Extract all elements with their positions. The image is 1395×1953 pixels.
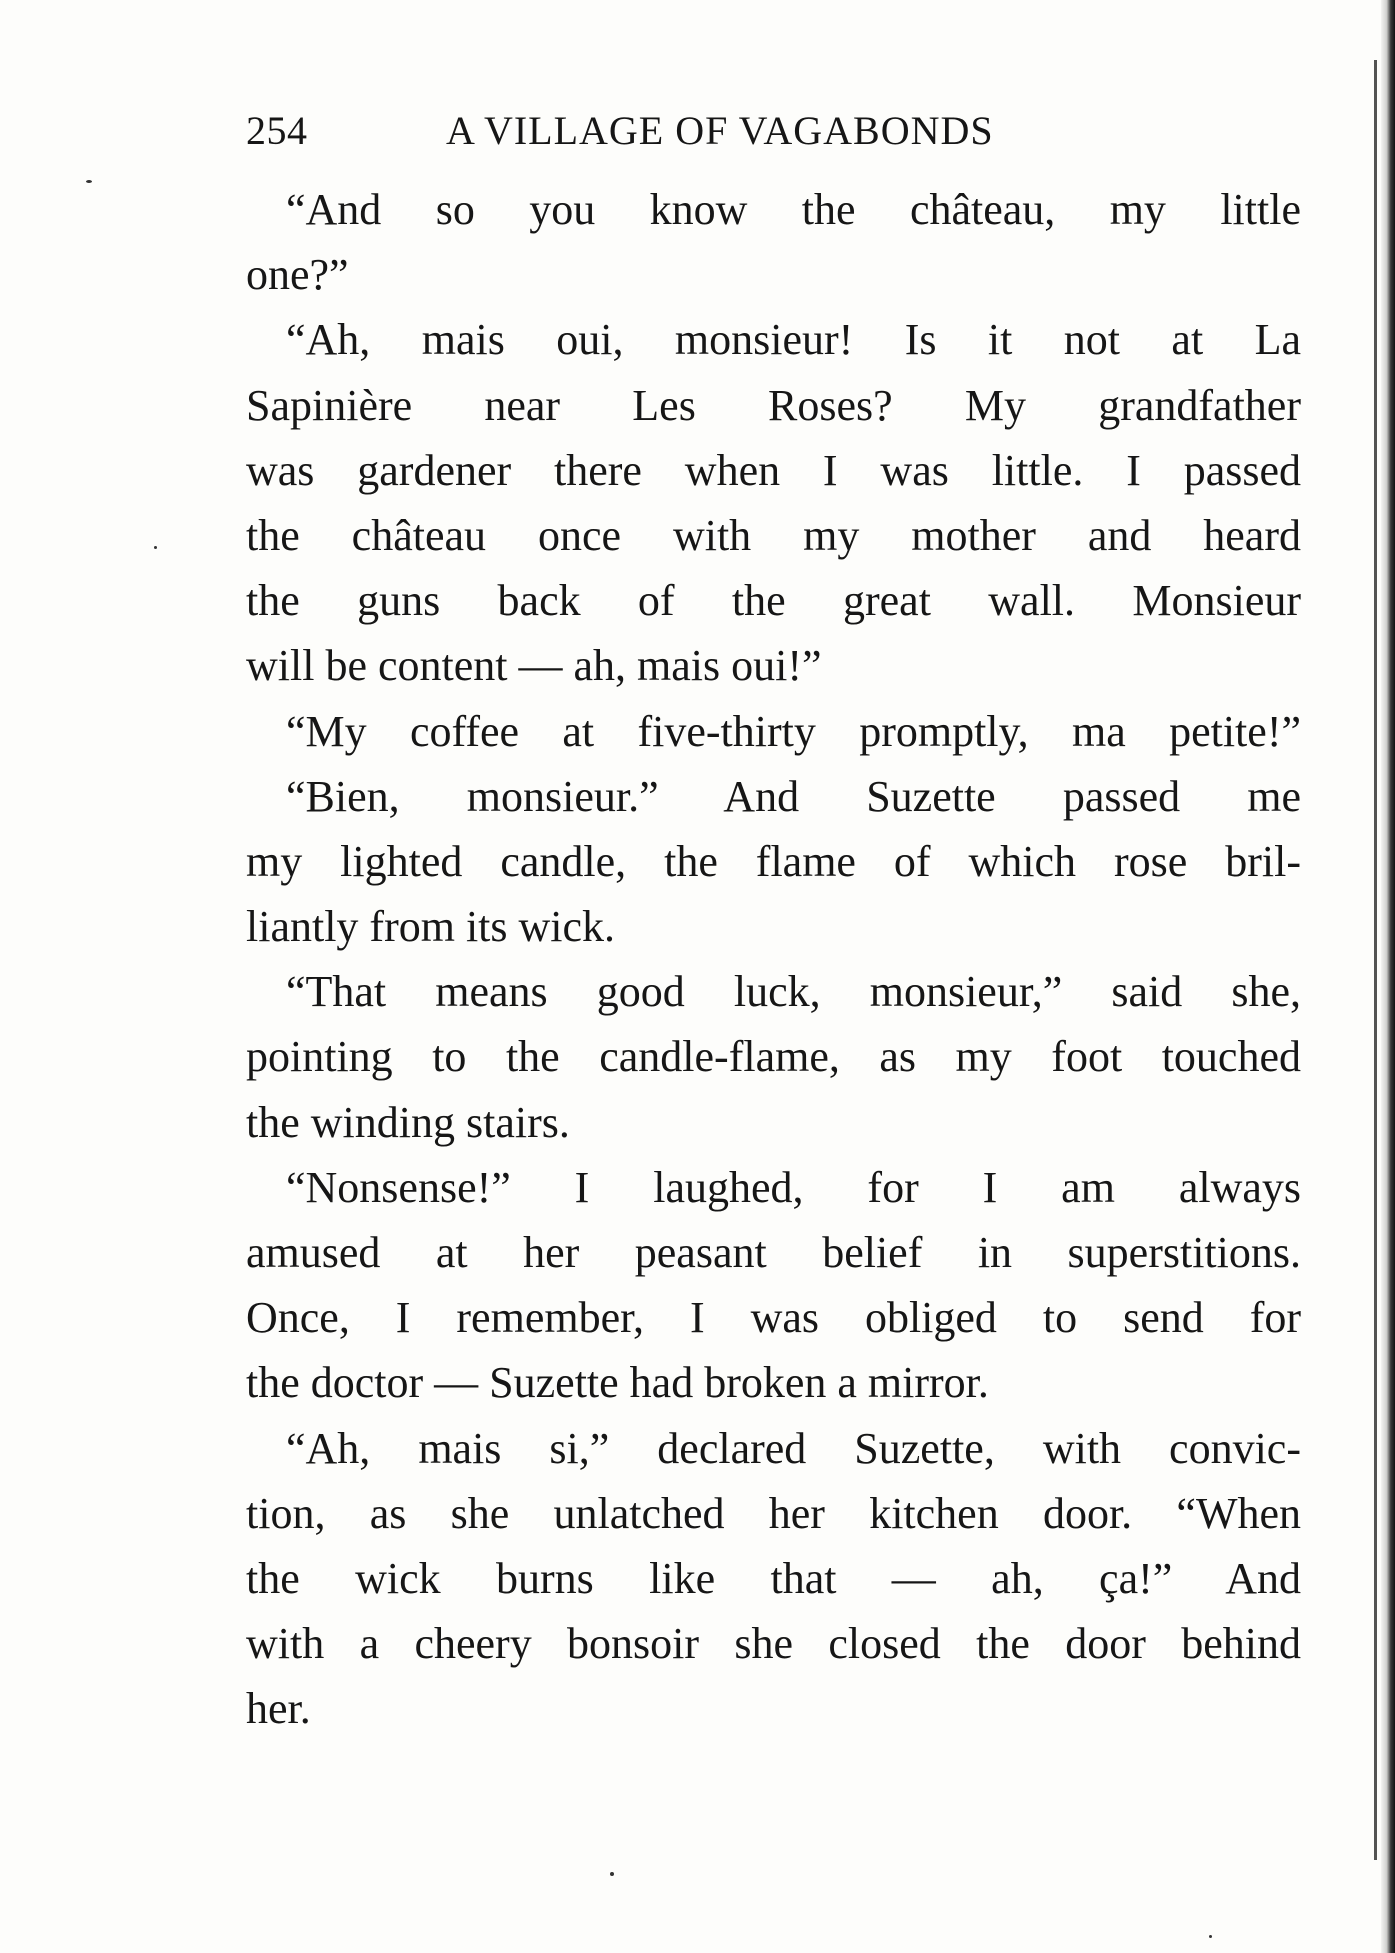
text-line: amused at her peasant belief in superstitions. (246, 1228, 1301, 1277)
text-line: “That means good luck, monsieur,” said she, (286, 967, 1301, 1017)
running-title: A VILLAGE OF VAGABONDS (446, 108, 994, 153)
text-line: Once, I remember, I was obliged to send for (246, 1293, 1301, 1343)
text-line: the doctor — Suzette had broken a mirror. (246, 1358, 989, 1408)
text-line: “Bien, monsieur.” And Suzette passed me (286, 771, 1301, 821)
paper-speck (610, 1872, 614, 1876)
text-line: the château once with my mother and heard (246, 510, 1301, 560)
text-line: with a cheery bonsoir she closed the door behind (246, 1619, 1301, 1669)
text-line: “My coffee at five-thirty promptly, ma petite!” (286, 706, 1301, 756)
text-line: the guns back of the great wall. Monsieur (246, 576, 1301, 626)
text-line: tion, as she unlatched her kitchen door. “When (246, 1488, 1301, 1538)
paper-speck (86, 180, 92, 183)
body-text (246, 177, 1301, 1742)
text-line: “And so you know the château, my little (286, 185, 1301, 234)
text-line: “Ah, mais oui, monsieur! Is it not at La (286, 315, 1301, 365)
binding-edge (1381, 0, 1395, 1953)
paper-speck (154, 546, 157, 549)
page-number: 254 (246, 108, 308, 153)
text-line: the wick burns like that — ah, ça!” And (246, 1553, 1301, 1603)
text-line: my lighted candle, the flame of which rose bril- (246, 836, 1301, 886)
text-line: “Nonsense!” I laughed, for I am always (286, 1162, 1301, 1212)
binding-shadow (1374, 60, 1377, 1860)
text-line: her. (246, 1684, 311, 1734)
text-line: the winding stairs. (246, 1097, 570, 1147)
text-line: “Ah, mais si,” declared Suzette, with convic- (286, 1423, 1301, 1473)
text-line: was gardener there when I was little. I passed (246, 445, 1301, 495)
text-line: will be content — ah, mais oui!” (246, 641, 822, 691)
text-line: pointing to the candle-flame, as my foot touched (246, 1032, 1301, 1082)
text-line: liantly from its wick. (246, 902, 616, 952)
page-header (246, 106, 1106, 156)
text-line: Sapinière near Les Roses? My grandfather (246, 380, 1301, 430)
text-line: one?” (246, 250, 349, 300)
paper-speck (1209, 1935, 1212, 1938)
